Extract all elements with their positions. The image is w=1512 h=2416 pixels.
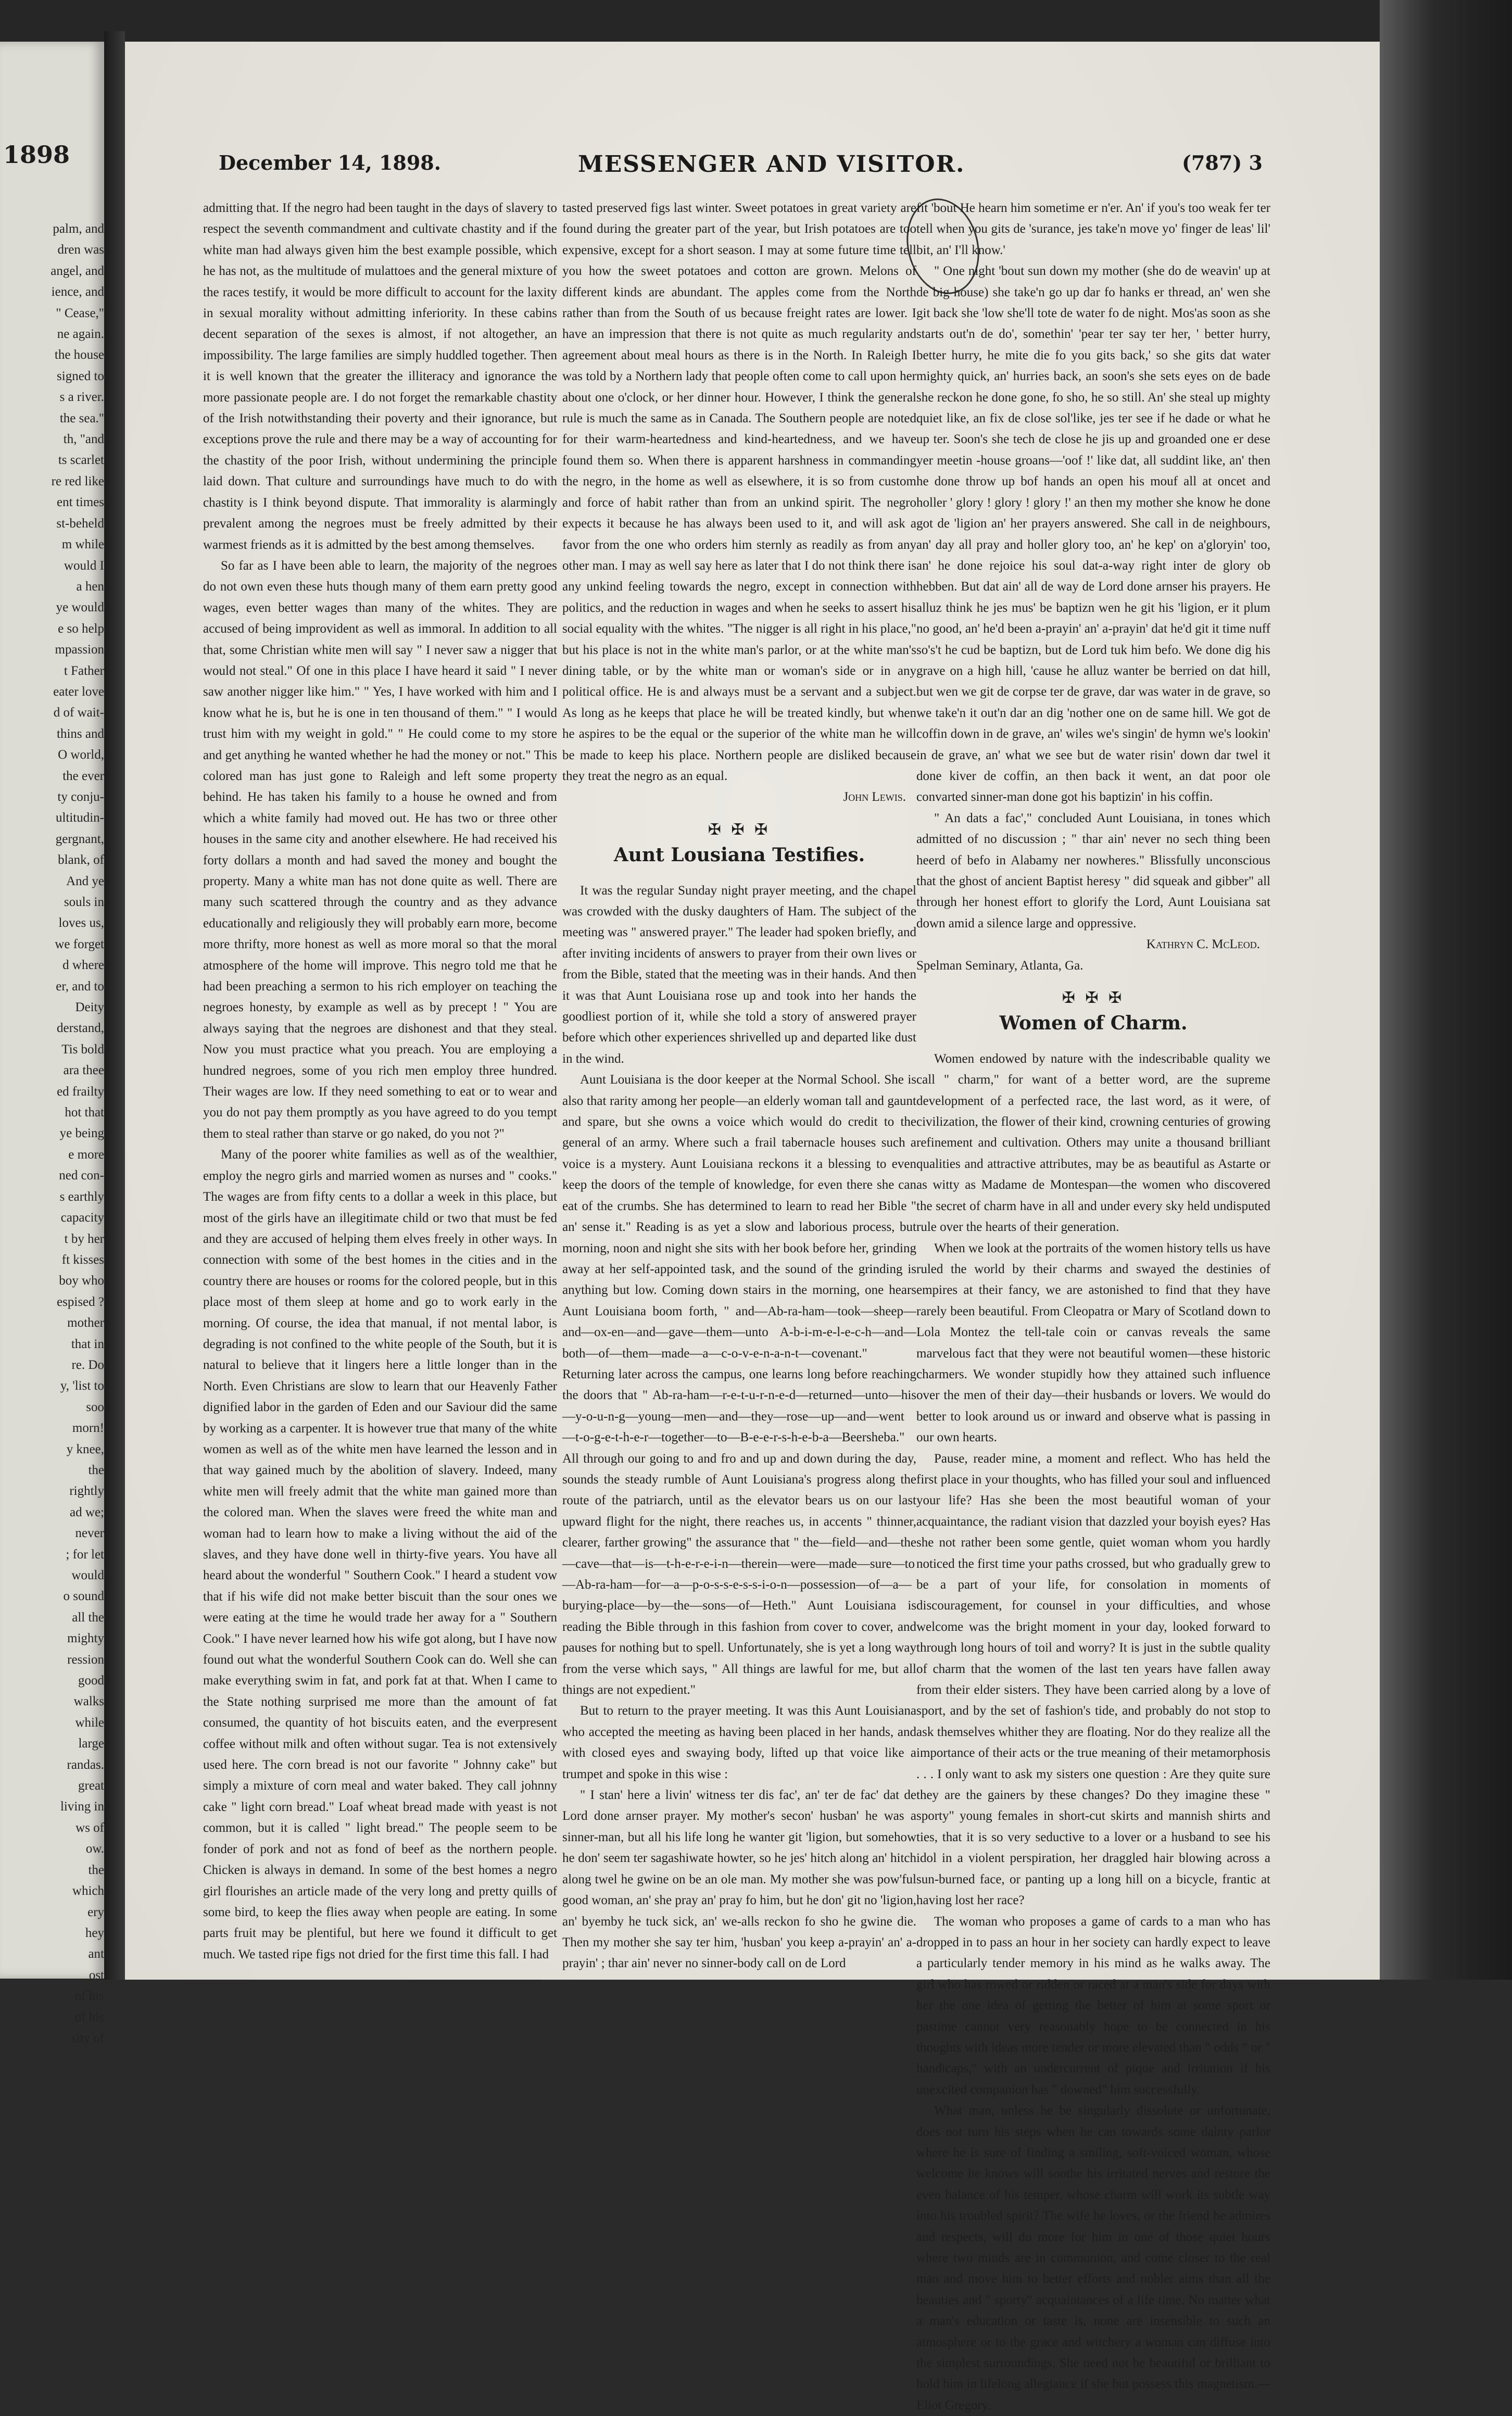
previous-page-line: would [71,1568,104,1582]
previous-page-line: And ye [66,874,104,888]
previous-page-line: the ever [62,769,104,783]
previous-page-line: we forget [55,937,104,951]
previous-page-line: hot that [65,1105,104,1120]
previous-page-line: d of wait- [53,706,104,720]
previous-page-line: ye being [59,1126,104,1141]
article-paragraph: It was the regular Sunday night prayer meeting, and the chapel was crowded with the dusky daughters of Ham. The subject of the meeting was " answered prayer." The leader had spoken briefly, and after inviting incidents of answers to prayer from their own lives or from the Bible, stated that the meeting was in their hands. And then it was that Aunt Louisiana rose up and took into her hands the goodliest portion of it, while she told a story of answered prayer before which other experiences shrivelled up and departed like dust in the wind. [562,883,916,1066]
previous-page-line: ed frailty [57,1084,104,1099]
previous-page-line: loves us, [58,916,104,930]
previous-page-line: y, 'list to [60,1379,104,1393]
previous-page-line: re red like [51,474,104,488]
article-paragraph: When we look at the portraits of the women history tells us have ruled the world by their charms and swayed the destinies of empires at their fancy, we are astonished to find that they have rarely been beautiful. From Cleopatra or Mary of Scotland down to Lola Montez the tell-tale coin or canvas reveals the same marvelous fact that they were not beautiful women—these historic charmers. We wonder stupidly how they attained such influence over the men of their day—their husbands or lovers. We would do better to look around us or inward and observe what is passing in our own hearts. [916,1241,1270,1445]
section-ornament: ✠ ✠ ✠ [1062,989,1125,1007]
article-paragraph: tasted preserved figs last winter. Sweet potatoes in great variety are found during the greater part of the year, but Irish potatoes are too expensive, except for a short season. I may at some future time tell you how the sweet potatoes and cotton are grown. Melons of different kinds are abundant. The apples come from the North rather than from the South of us because freight rates are lower. I have an impression that there is not quite as much regularity and agreement about meal hours as there is in the North. In Raleigh I was told by a Northern lady that people often come to call upon her about one o'clock, or her dinner hour. However, I think the general rule is much the same as in Canada. The Southern people are noted for their warm-heartedness and kind-heartedness, and we have found them so. When there is apparent harshness in commanding the negro, in the home as well as elsewhere, it is so from custom and force of habit rather than from an unkind spirit. The negro expects it because he has always been used to it, and will ask a favor from the one who orders him sternly as readily as from any other man. I may as well say here as later that I do not think there is any unkind feeling towards the negro, except in connection with politics, and the reduction in wages and when he seeks to assert his social equality with the whites. "The nigger is all right in his place," but his place is not in the white man's parlor, or at the white man's dining table, or by the white man or woman's side or in any political office. He is and always must be a servant and a subject. As long as he keeps that place he will be treated kindly, but when he aspires to be the equal or the superior of the white man he will be made to keep his place. Northern people are disliked because they treat the negro as an equal. [562,201,916,783]
previous-page-line: m while [61,537,104,552]
previous-page-line: ws of [75,1820,104,1835]
previous-page-line: while [75,1715,104,1730]
previous-page-line: great [78,1779,104,1793]
previous-page-line: thins and [57,726,104,741]
previous-page-line: gergnant, [55,832,104,846]
previous-page-line: e so help [58,621,104,636]
previous-page-line: good [78,1673,104,1688]
scan-border-right [1380,0,1512,1980]
previous-page-line: signed to [57,369,104,383]
previous-page-line: ty conju- [57,789,104,804]
column-3 [916,198,1270,2416]
previous-page-line: ft kisses [61,1252,104,1267]
previous-page-line: o sound [63,1589,104,1604]
article-paragraph: " One night 'bout sun down my mother (she do de weavin' up at de big house) she take'n go up dar fo hanks er thread, an' wen she git back she 'low she'll tote de water fo de night. Mos'as soon as she starts out'n de do', somethin' 'pear ter say ter her, ' better hurry, better hurry, he mite die fo you gits back,' so she gits dat water mighty quick, an' hurries back, an soon's she sets eyes on de bade she reckon he done gone, fo sho, he so still. An' she steal up mighty quiet like, an fix de close sol'like, jes ter see if he dade or what he up ter. Soon's she tech de close he jis up and groanded one er dese yer meetin -house groans—'oof !' like dat, all suddint like, an' then he done throw up bof hands an open his mouf all at oncet and holler ' glory ! glory ! glory !' an then my mother she know he done got de 'ligion an' her prayers answered. She call in de neighbours, an' day all pray and holler glory too, an' he kep' on a'gloryin' too, an' he done rejoice his soul dat-a-way right inter de glory ob hebben. But dat ain' all de way de Lord done arnser his prayers. He alluz think he jes mus' be baptizn wen he git his 'ligion, er it plum no good, an' he'd been a-prayin' an' a-prayin' dat he'd git it time nuff so's't he cud be baptizn, but de Lord tuk him befo. We done dig his grave on a high hill, 'cause he alluz wanter be berried on dat hill, but wen we git de corpse ter de grave, dar was water in de grave, so we take'n it out'n dar an dig 'nother one on de same hill. We got de coffin down in de grave, an' wiles we's singin' de hymn we's lookin' in de grave, an' what we see but de water risin' down dar twel it done kiver de coffin, an then back it went, an dat poor ole convarted sinner-man done got his baptizin' in his coffin. [916,264,1270,804]
previous-page-line: e more [68,1147,104,1162]
article-paragraph: What man, unless he be singularly dissolute or unfortunate, does not turn his steps when he can towards some dainty parlor where he is sure of finding a smiling, soft-voiced woman, whose welcome he knows will soothe his irritated nerves and restore the even balance of his temper, whose charm will work its subtle way into his troubled spirit? The wife he loves, or the friend he admires and respects, will do more for him in one of those quiet hours where two minds are in communion, and come closer to the real man and move him to better efforts and nobler aims than all the beauties and " sporty" acquaintances of a life time. No matter what a man's education or taste is, none are insensible to such an atmosphere or to the grace and witchery a woman can diffuse into the simplest surroundings. She need not be beautiful or brilliant to hold him in lifelong allegiance if she but possess this magnetism.—Eliot Gregory. [916,2104,1270,2412]
section-ornament: ✠ ✠ ✠ [708,821,771,838]
previous-page-line: t by her [64,1231,104,1246]
previous-page-line: derstand, [57,1021,104,1036]
previous-page-line: ; for let [66,1547,104,1562]
previous-page-line: mother [67,1316,104,1330]
previous-page-line: blank, of [58,853,104,867]
article-paragraph: So far as I have been able to learn, the majority of the negroes do not own even these huts though many of them earn pretty good wages, even better wages than many of the whites. They are accused of being improvident as well as immoral. In addition to all that, some Christian white men will say " I never saw a nigger that would not steal." Of one in this place I have heard it said " I never saw another nigger like him." " Yes, I have worked with him and I know what he is, but he is one in ten thousand of them." " I would trust him with my weight in gold." " He could come to my store and get anything he wanted whether he had the money or not." This colored man has just gone to Raleigh and left some property behind. He has taken his family to a house he owned and from which a white family had moved out. He has two or three other houses in the same city and another elsewhere. He had received his forty dollars a month and had saved the money and bought the property. Many a white man has not done quite as well. There are many such scattered through the country and as they advance educationally and religiously they will probably earn more, become more thrifty, more honest as well as more moral so that the moral atmosphere of the home will improve. This negro told me that he had been preaching a sermon to his rich employer on teaching the negroes honesty, by example as well as by precept ! " You are always saying that the negroes are dishonest and that they steal. Now you must practice what you preach. You are employing a hundred negroes, some of you rich men employ three hundred. Their wages are low. If they need something to eat or to wear and you do not pay them promptly as you have agreed to do you tempt them to steal rather than starve or go naked, do you not ?" [203,558,557,1141]
previous-page-line: ression [67,1652,104,1667]
previous-page-line: randas. [67,1757,104,1772]
previous-page-line: th, "and [63,432,104,447]
previous-page-line: of his [74,2010,104,2024]
previous-page-line: the [88,1863,104,1877]
previous-page-line: " Cease," [56,306,104,320]
page-gutter [104,31,125,1980]
previous-page-line: O world, [58,748,104,762]
previous-page-line: ow. [85,1842,104,1856]
previous-page-line: er, and to [56,979,104,993]
previous-page-year: 1898 [3,141,70,169]
previous-page-line: rightly [69,1484,104,1499]
previous-page-line: ience, and [51,285,104,299]
article-paragraph: Many of the poorer white families as well as of the wealthier, employ the negro girls and married women as nurses and " cooks." The wages are from fifty cents to a dollar a week in this place, but most of the girls have an illegitimate child or two that must be fed and they are accused of helping them elves freely in other ways. In connection with some of the best homes in the cities and in the country there are houses or rooms for the colored people, but in this place most of them sleep at home and go to work early in the morning. Of course, the idea that manual, if not mental labor, is degrading is not confined to the white people of the South, but it is natural to believe that it lingers here a little longer than in the North. Even Christians are slow to learn that our Heavenly Father dignified labor in the garden of Eden and our Saviour did the same by working as a carpenter. It is however true that many of the white women as well as of the white men have learned the lesson and in that way gained much by the abolition of slavery. Indeed, many white men will freely admit that the white man gained more than the colored man. When the slaves were freed the white man and woman had to learn how to make a living without the aid of the slaves, and they have done well in thirty-five years. You have all heard about the wonderful " Southern Cook." I heard a student vow that if his wife did not make better biscuit than the sour ones we were eating at the time he would trade her away for a " Southern Cook." I have never learned how his wife got along, but I have now found out what the wonderful Southern Cook can do. Well she can make everything swim in fat, and pork fat at that. When I came to the State nothing surprised me more than the amount of fat consumed, the quantity of hot biscuits eaten, and the everpresent coffee without milk and often without sugar. Tea is not extensively used here. The corn bread is not our favorite " Johnny cake" but simply a mixture of corn meal and water baked. They call johnny cake " light corn bread." Loaf wheat bread made with yeast is not common, but it is called " light bread." The people seem to be fonder of pork and not as fond of beef as the northern people. Chicken is always in demand. In some of the best homes a negro girl flourishes an article made of the very long and pretty quills of some bird, to keep the flies away when people are eating. In some parts fruit may be plentiful, but here we found it difficult to get much. We tasted ripe figs not dried for the first time this fall. I had [203,1148,557,1961]
article-paragraph: fit 'bout He hearn him sometime er n'er. An' if you's too weak fer ter tell when you gits de 'surance, jes take'n move yo' finger de leas' lil' bit, an' I'll know.' [916,201,1270,257]
previous-page-line: Tis bold [61,1042,104,1056]
previous-page-line: all the [72,1610,104,1625]
previous-page-line: ent times [57,495,104,510]
article-paragraph: Pause, reader mine, a moment and reflect. Who has held the first place in your thoughts, who has filled your soul and influenced your life? Has she been the most beautiful woman of your acquaintance, the radiant vision that dazzled your boyish eyes? Has she not rather been some gentle, quiet woman whom you hardly noticed the first time your paths crossed, but who gradually grew to be a part of your life, for consolation in moments of discouragement, for counsel in your difficulties, and whose welcome was the bright moment in your day, looked forward to through long hours of toil and worry? It is just in the subtle quality of charm that the women of the last ten years have fallen away from their elder sisters. They have been carried along by a love of sport, and by the set of fashion's tide, and probably do not stop to ask themselves whither they are floating. Nor do they realize all the importance of their acts or the true meaning of their metamorphosis . . . I only want to ask my sisters one question : Are they quite sure they are the gainers by these changes? Do they imagine these " sporty" young females in short-cut skirts and mannish shirts and ties, that it is so very seductive to a lover or a husband to see his idol in a violent perspiration, her draggled hair blowing across a sun-burned face, or panting up a long hill on a bicycle, frantic at having lost her race? [916,1451,1270,1908]
newspaper-page [125,42,1380,2412]
previous-page-line: ery [87,1905,104,1919]
previous-page-line: mighty [67,1631,104,1646]
previous-page-line: ne again. [57,327,104,342]
previous-page-line: s a river. [59,390,104,405]
previous-page-line: the sea." [59,411,104,425]
previous-page-line: never [75,1526,104,1541]
column-2 [562,198,916,1974]
previous-page-line: t Father [64,663,104,678]
article-paragraph: " I stan' here a livin' witness ter dis fac', an' ter de fac' dat de Lord done arnser prayer. My mother's secon' husban' he was a sinner-man, but all his life long he wanter git 'ligion, but somehow he don' seem ter sagashiwate howter, so he jes' hitch along an' hitch along twel he gwine on be an ole man. My mother she was pow'ful good woman, an' she pray an' pray fo him, but he don' git no 'ligion, an' byemby he tuck sick, an' we-alls reckon fo sho he gwine die. Then my mother she say ter him, 'husban' you keep a-prayin' an' a-prayin' ; thar ain' never no sinner-body call on de Lord [562,1788,916,1971]
previous-page-line: ost [89,1968,104,1982]
previous-page-line: a hen [76,579,104,594]
article-paragraph: Aunt Louisiana is the door keeper at the Normal School. She is also that rarity among her people—an elderly woman tall and gaunt and spare, but she owns a voice which would do credit to the general of an army. Where such a frail tabernacle houses such a voice is a mystery. Aunt Louisiana reckons it a blessing to even keep the doors of the temple of knowledge, for even there she can eat of the crumbs. She has determined to learn to read her Bible " an' sense it." Reading is as yet a slow and laborious process, but morning, noon and night she sits with her book before her, grinding away at her self-appointed task, and the sound of the grinding is anything but low. Coming down stairs in the morning, one hears Aunt Louisiana boom forth, " and—Ab-ra-ham—took—sheep—and—ox-en—and—gave—them—unto A-b-i-m-e-l-e-c-h—and—both—of—them—made—a—c-o-v-e-n-a-n-t—covenant." Returning later across the campus, one learns long before reaching the doors that " Ab-ra-ham—r-e-t-u-r-n-e-d—returned—unto—his—y-o-u-n-g—young—men—and—they—rose—up—and—went—t-o-g-e-t-h-e-r—together—to—B-e-e-r-s-h-e-b-a—Beersheba." All through our going to and fro and up and down during the day, sounds the steady rumble of Aunt Louisiana's progress along the route of the patriarch, until as the elevator bears us on our last upward flight for the night, there reaches us, in accents " thinner, clearer, farther growing" the assurance that " the—field—and—the—cave—that—is—t-h-e-r-e-i-n—therein—were—made—sure—to—Ab-ra-ham—for—a—p-o-s-s-e-s-s-i-o-n—possession—of—a—burying-place—by—the—sons—of—Heth." Aunt Louisiana is reading the Bible through in this fashion from cover to cover, and pauses for nothing but to spell. Unfortunately, she is yet a long way from the verse which says, " All things are lawful for me, but all things are not expedient." [562,1073,916,1697]
previous-page-line: st-beheld [56,516,104,531]
previous-page-line: mpassion [55,643,104,657]
previous-page-line: ad we; [70,1505,104,1519]
previous-page-text-fragments [2,219,104,2049]
previous-page-line: Deity [75,1000,104,1015]
previous-page-line: hey [85,1926,104,1940]
previous-page-line: s earthly [59,1189,104,1204]
previous-page-line: walks [73,1694,104,1709]
previous-page-line: y knee, [66,1442,104,1456]
previous-page-line: that in [71,1337,104,1351]
previous-page-line: re. Do [71,1357,104,1372]
masthead-title: MESSENGER AND VISITOR. [578,151,965,178]
previous-page-line: boy who [59,1274,104,1288]
previous-page-line: large [78,1737,104,1751]
article-paragraph: admitting that. If the negro had been taught in the days of slavery to respect the seventh commandment and cultivate chastity and if the white man had always given him the best example possible, which he has not, as the multitude of mulattoes and the general mixture of the races testify, it would be more difficult to account for the laxity in sexual morality without admitting inferiority. In these cabins decent separation of the sexes is almost, if not altogether, an impossibility. The large families are simply huddled together. Then it is well known that the greater the illiteracy and ignorance the more passionate people are. I do not forget the remarkable chastity of the Irish notwithstanding their poverty and their ignorance, but exceptions prove the rule and there may be a way of accounting for the chastity of the poor Irish, without undermining the principle laid down. That culture and surroundings have much to do with chastity is I think beyond dispute. That immorality is alarmingly prevalent among the negroes must be freely admitted by their warmest friends as it is admitted by the best among themselves. [203,201,557,552]
previous-page-line: the [88,1463,104,1477]
previous-page-line: ara thee [63,1063,104,1078]
previous-page-line: the house [54,348,104,362]
previous-page-line: sity of [71,2031,104,2045]
previous-page-line: souls in [64,895,104,909]
header-date: December 14, 1898. [219,151,441,174]
previous-page-line: dren was [57,243,104,257]
previous-page-line: d where [62,958,104,973]
article-paragraph: But to return to the prayer meeting. It was this Aunt Louisiana who accepted the meeting as having been placed in her hands, and with closed eyes and swaying body, lifted up that voice like a trumpet and spoke in this wise : [562,1704,916,1781]
previous-page-line: ultitudin- [55,811,104,825]
previous-page-line: capacity [60,1211,104,1225]
previous-page-line: which [72,1884,104,1898]
previous-page-line: of his [74,1989,104,2004]
previous-page-line: ant [88,1947,104,1961]
column-1 [203,198,557,1965]
previous-page-strip [0,42,104,2045]
author-signature: Kathryn C. McLeod. [1146,937,1260,952]
previous-page-line: ye would [56,600,104,615]
author-affiliation: Spelman Seminary, Atlanta, Ga. [916,958,1083,973]
article-paragraph: " An dats a fac'," concluded Aunt Louisiana, in tones which admitted of no discussion ; " thar ain' never no sech thing been heerd of befo in Alabamy ner nowheres." Blissfully unconscious that the ghost of ancient Baptist heresy " did squeak and gibber" all through her honest effort to glorify the Lord, Aunt Louisiana sat down amid a silence large and oppressive. [916,811,1270,930]
previous-page-line: living in [60,1800,104,1814]
previous-page-line: morn! [72,1421,104,1436]
previous-page-line: ts scarlet [58,453,104,468]
page-number: (787) 3 [1182,151,1263,174]
previous-page-line: soo [86,1400,104,1414]
previous-page-line: espised ? [57,1294,104,1309]
previous-page-line: palm, and [53,222,104,236]
previous-page-line: eater love [53,684,104,699]
article-paragraph: Women endowed by nature with the indescribable quality we call " charm," for want of a better word, are the supreme development of a perfected race, the last word, as it were, of civilization, the flower of their kind, crowning centuries of growing refinement and cultivation. Others may unite a thousand brilliant qualities and attractive attributes, may be as beautiful as Astarte or as witty as Madame de Montespan—the women who discovered the secret of charm have in all and under every sky held undisputed rule over the hearts of their generation. [916,1051,1270,1235]
previous-page-line: angel, and [51,263,104,278]
previous-page-line: ned con- [59,1168,104,1183]
article-title: Aunt Lousiana Testifies. [613,844,865,866]
previous-page-line: would I [64,558,104,573]
article-paragraph: The woman who proposes a game of cards to a man who has dropped in to pass an hour in her society can hardly expect to leave a particularly tender memory in his mind as he walks away. The girl who has rowed or ridden or raced at a man's side for days with her the one idea of getting the better of him at some sport or pastime cannot very reasonably hope to be connected in his thoughts with ideas more tender or more elevated than " odds " or " handicaps," with an undercurrent of pique and irritation if his unexcited companion has " downed" him successfully. [916,1914,1270,2097]
article-title: Women of Charm. [999,1012,1188,1035]
author-signature: John Lewis. [843,790,906,804]
